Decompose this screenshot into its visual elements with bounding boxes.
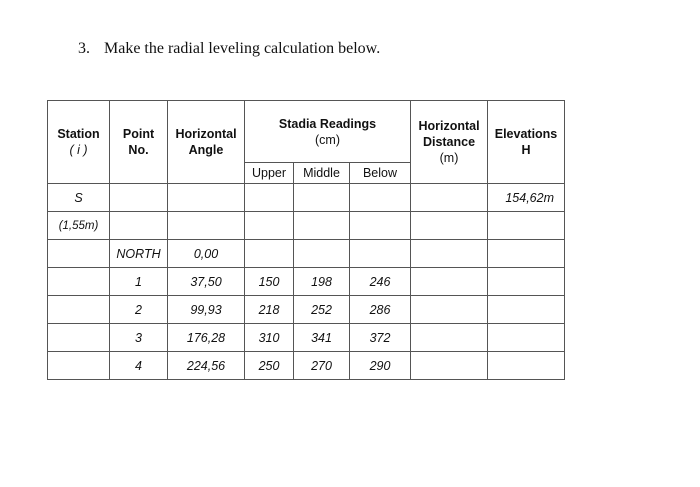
header-elevations xyxy=(488,101,565,184)
angle-cell: 176,28 xyxy=(168,324,245,352)
station-cell xyxy=(48,352,110,380)
elevation-cell xyxy=(488,240,565,268)
angle-cell: 37,50 xyxy=(168,268,245,296)
table-row xyxy=(48,184,565,212)
upper-cell: 250 xyxy=(245,352,294,380)
middle-cell: 198 xyxy=(294,268,350,296)
middle-cell: 270 xyxy=(294,352,350,380)
header-point-sub: No. xyxy=(128,143,149,157)
header-elev-label: Elevations xyxy=(494,127,558,141)
elevation-cell xyxy=(488,296,565,324)
cell xyxy=(110,212,168,240)
table-row xyxy=(48,324,565,352)
elevation-cell xyxy=(488,324,565,352)
header-middle: Middle xyxy=(294,163,350,184)
below-cell: 286 xyxy=(350,296,411,324)
table-row xyxy=(48,212,565,240)
cell xyxy=(294,184,350,212)
header-angle-line1: Horizontal xyxy=(175,127,237,141)
header-stadia-label: Stadia Readings xyxy=(278,116,377,131)
header-angle-line2: Angle xyxy=(188,143,224,157)
table-row xyxy=(48,352,565,380)
header-stadia xyxy=(245,101,411,163)
below-cell xyxy=(350,240,411,268)
header-hdist-unit: (m) xyxy=(439,151,459,165)
elevation-cell xyxy=(488,268,565,296)
below-cell: 290 xyxy=(350,352,411,380)
point-cell: NORTH xyxy=(110,240,168,268)
station-cell xyxy=(48,240,110,268)
upper-cell: 218 xyxy=(245,296,294,324)
middle-cell: 341 xyxy=(294,324,350,352)
header-upper: Upper xyxy=(245,163,294,184)
horizontal-distance-cell xyxy=(411,296,488,324)
cell xyxy=(110,184,168,212)
header-stadia-unit: (cm) xyxy=(315,132,340,147)
radial-leveling-table xyxy=(47,100,565,380)
question-text xyxy=(78,40,380,58)
angle-cell: 224,56 xyxy=(168,352,245,380)
header-angle xyxy=(168,101,245,184)
header-horizontal-distance xyxy=(411,101,488,184)
table-row xyxy=(48,268,565,296)
instrument-height-cell: (1,55m) xyxy=(48,212,110,240)
upper-cell: 150 xyxy=(245,268,294,296)
cell xyxy=(411,184,488,212)
below-cell: 372 xyxy=(350,324,411,352)
angle-cell: 99,93 xyxy=(168,296,245,324)
point-cell: 2 xyxy=(110,296,168,324)
header-hdist-line1: Horizontal xyxy=(418,119,480,133)
middle-cell xyxy=(294,240,350,268)
upper-cell: 310 xyxy=(245,324,294,352)
header-station xyxy=(48,101,110,184)
cell xyxy=(488,212,565,240)
elevation-cell xyxy=(488,352,565,380)
horizontal-distance-cell xyxy=(411,240,488,268)
station-cell: S xyxy=(48,184,110,212)
header-point-label: Point xyxy=(122,127,155,141)
table-row xyxy=(48,240,565,268)
station-cell xyxy=(48,268,110,296)
horizontal-distance-cell xyxy=(411,268,488,296)
header-hdist-line2: Distance xyxy=(422,135,476,149)
cell xyxy=(245,212,294,240)
table-row xyxy=(48,296,565,324)
cell xyxy=(168,184,245,212)
cell xyxy=(350,184,411,212)
station-elevation-cell: 154,62m xyxy=(488,184,565,212)
cell xyxy=(245,184,294,212)
header-station-sub: ( i ) xyxy=(69,143,88,157)
station-cell xyxy=(48,296,110,324)
horizontal-distance-cell xyxy=(411,324,488,352)
header-station-label: Station xyxy=(57,127,100,141)
header-point xyxy=(110,101,168,184)
point-cell: 3 xyxy=(110,324,168,352)
station-cell xyxy=(48,324,110,352)
point-cell: 1 xyxy=(110,268,168,296)
horizontal-distance-cell xyxy=(411,352,488,380)
below-cell: 246 xyxy=(350,268,411,296)
point-cell: 4 xyxy=(110,352,168,380)
cell xyxy=(294,212,350,240)
angle-cell: 0,00 xyxy=(168,240,245,268)
cell xyxy=(411,212,488,240)
upper-cell xyxy=(245,240,294,268)
header-elev-sub: H xyxy=(521,143,531,157)
cell xyxy=(350,212,411,240)
middle-cell: 252 xyxy=(294,296,350,324)
question-body: Make the radial leveling calculation below. xyxy=(104,40,381,57)
question-number: 3. xyxy=(78,40,90,57)
header-below: Below xyxy=(350,163,411,184)
cell xyxy=(168,212,245,240)
